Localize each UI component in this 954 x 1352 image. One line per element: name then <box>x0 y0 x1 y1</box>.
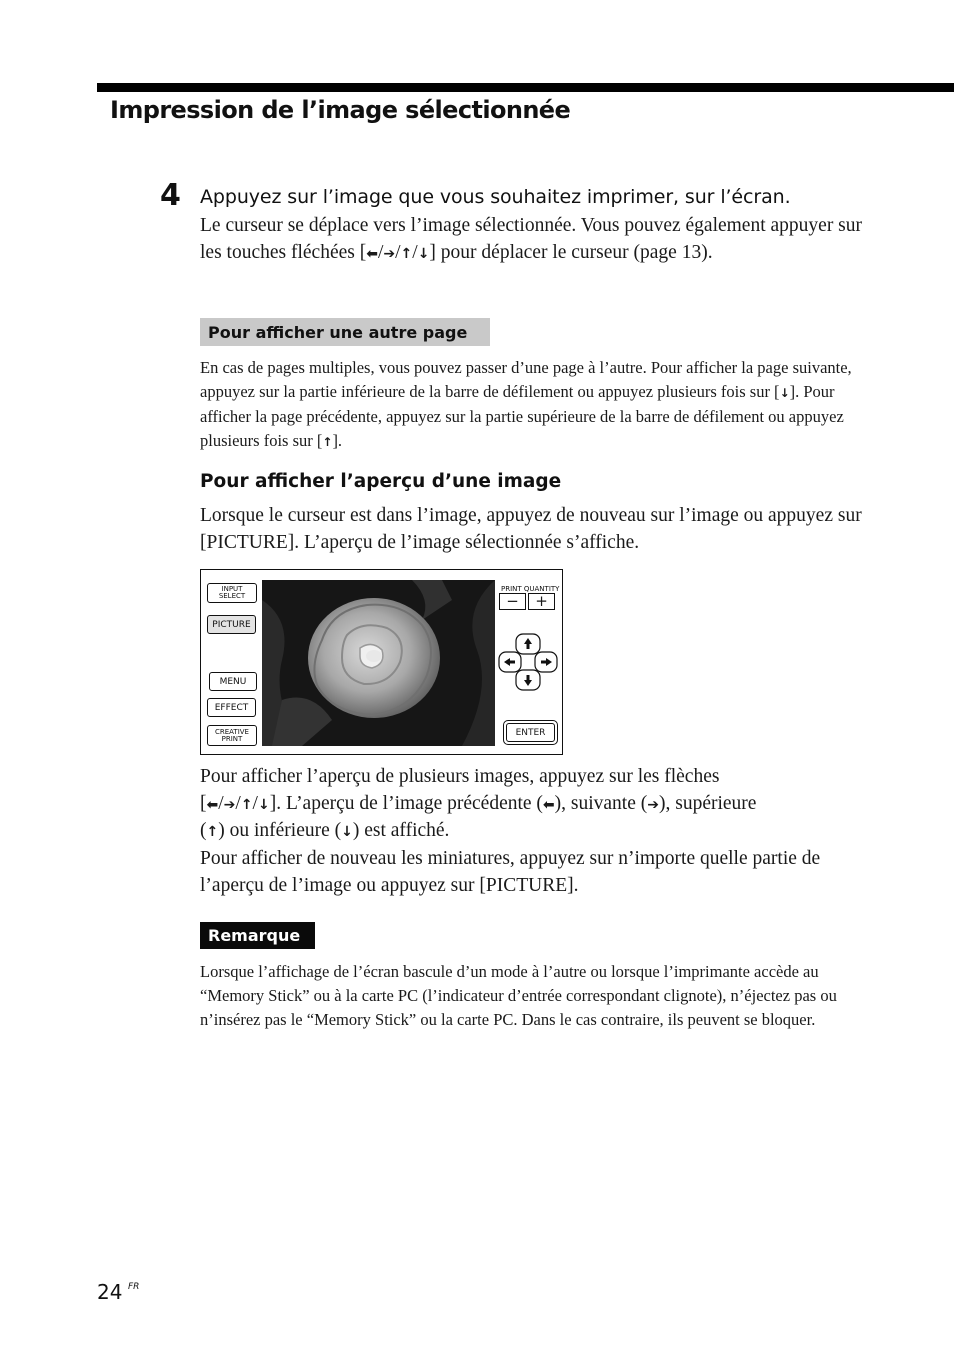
note-text: Lorsque l’affichage de l’écran bascule d’un mode à l’autre ou lorsque l’imprimante accède au “Memory Stick” ou à la carte PC (l’indicateur d’entrée correspondant clignote), n’éjectez pas ou n’insérez pas le “Memory Stick” ou la carte PC. Dans le cas contraire, ils peuvent se bloquer. <box>200 962 837 1029</box>
note-label: Remarque <box>200 922 315 949</box>
input-select-label-1: INPUT <box>221 585 243 593</box>
step-number: 4 <box>160 178 181 213</box>
quantity-plus-button[interactable]: + <box>528 593 555 610</box>
other-page-text-1: En cas de pages multiples, vous pouvez passer d’une page à l’autre. Pour afficher la page suivante, appuyez sur la partie inférieure de la barre de défilement ou appuyez plusieurs fois sur [ <box>200 358 852 401</box>
several-line-4: ), supérieure <box>659 792 757 814</box>
input-select-button[interactable] <box>207 583 257 603</box>
arrow-up-icon: ↑ <box>206 824 219 840</box>
creative-print-button[interactable] <box>207 725 257 746</box>
arrow-down-icon: ↓ <box>341 824 353 840</box>
arrow-right-icon: ➔ <box>383 245 396 262</box>
quantity-minus-button[interactable]: − <box>499 593 526 610</box>
several-line-3: ), suivante ( <box>554 792 648 814</box>
print-quantity-label: PRINT QUANTITY <box>501 585 560 593</box>
arrow-left-icon: ⬅ <box>366 245 378 262</box>
enter-label: ENTER <box>506 723 555 742</box>
menu-button[interactable]: MENU <box>209 672 257 691</box>
arrow-up-icon: ↑ <box>400 245 413 262</box>
step-heading: Appuyez sur l’image que vous souhaitez imprimer, sur l’écran. <box>200 186 791 208</box>
printer-screen-illustration <box>200 569 563 755</box>
several-line-1: Pour afficher l’aperçu de plusieurs images, appuyez sur les flèches <box>200 766 720 787</box>
enter-button[interactable] <box>503 720 558 745</box>
effect-button[interactable]: EFFECT <box>207 698 256 717</box>
preview-text: Lorsque le curseur est dans l’image, appuyez de nouveau sur l’image ou appuyez sur [PICTURE]. L’aperçu de l’image sélectionnée s’affiche. <box>200 505 862 553</box>
several-line-5: ) ou inférieure ( <box>218 820 342 841</box>
step-body: Le curseur se déplace vers l’image sélectionnée. Vous pouvez également appuyer sur les touches fléchées [⬅/➔/↑/↓] pour déplacer le curseur (page 13). <box>200 215 863 263</box>
camellia-image <box>262 580 495 746</box>
several-line-6: ) est affiché. <box>352 820 450 841</box>
arrow-left-icon: ⬅ <box>542 796 555 813</box>
page-number: 24 <box>97 1280 123 1304</box>
picture-button[interactable]: PICTURE <box>207 615 256 634</box>
preview-heading: Pour afficher l’aperçu d’une image <box>200 471 562 492</box>
other-page-text <box>200 356 876 454</box>
step-body-start: Le curseur se déplace vers l’image sélectionnée. Vous pouvez également appuyer sur les touches fléchées [ <box>200 215 863 263</box>
arrow-down-icon: ↓ <box>257 796 270 813</box>
arrow-right-icon: ➔ <box>223 796 236 813</box>
arrow-right-icon: ➔ <box>647 796 659 813</box>
other-page-label: Pour afficher une autre page <box>200 318 490 346</box>
arrow-down-icon: ↓ <box>779 386 790 400</box>
step-body-end: ] pour déplacer le curseur (page 13). <box>429 241 713 263</box>
arrow-up-icon: ↑ <box>240 796 253 813</box>
flower-photo[interactable] <box>262 580 495 746</box>
arrow-pad[interactable] <box>497 632 559 692</box>
arrow-down-icon: ↓ <box>417 245 430 262</box>
creative-print-label-1: CREATIVE <box>215 727 249 736</box>
arrow-left-icon: ⬅ <box>206 796 219 813</box>
thumbnails-text: Pour afficher de nouveau les miniatures, appuyez sur n’importe quelle partie de l’aperçu de l’image ou appuyez sur [PICTURE]. <box>200 848 821 896</box>
page-language: FR <box>128 1282 140 1292</box>
several-line-2: ]. L’aperçu de l’image précédente ( <box>269 792 543 814</box>
other-page-text-3: ]. <box>332 431 343 450</box>
input-select-label-2: SELECT <box>218 592 246 600</box>
other-page-text-2: ]. Pour afficher la page précédente, appuyez sur la partie supérieure de la barre de défilement ou appuyez plusieurs fois sur [ <box>200 382 844 450</box>
several-images-text: Pour afficher l’aperçu de plusieurs images, appuyez sur les flèches [⬅/➔/↑/↓]. L’aperçu de l’image précédente (⬅), suivante (➔), supérieure (↑) ou inférieure (↓) est affiché. <box>200 766 757 841</box>
section-title: Impression de l’image sélectionnée <box>110 96 571 124</box>
header-rule <box>97 83 954 92</box>
arrow-up-icon: ↑ <box>322 435 333 449</box>
creative-print-label-2: PRINT <box>221 734 243 743</box>
